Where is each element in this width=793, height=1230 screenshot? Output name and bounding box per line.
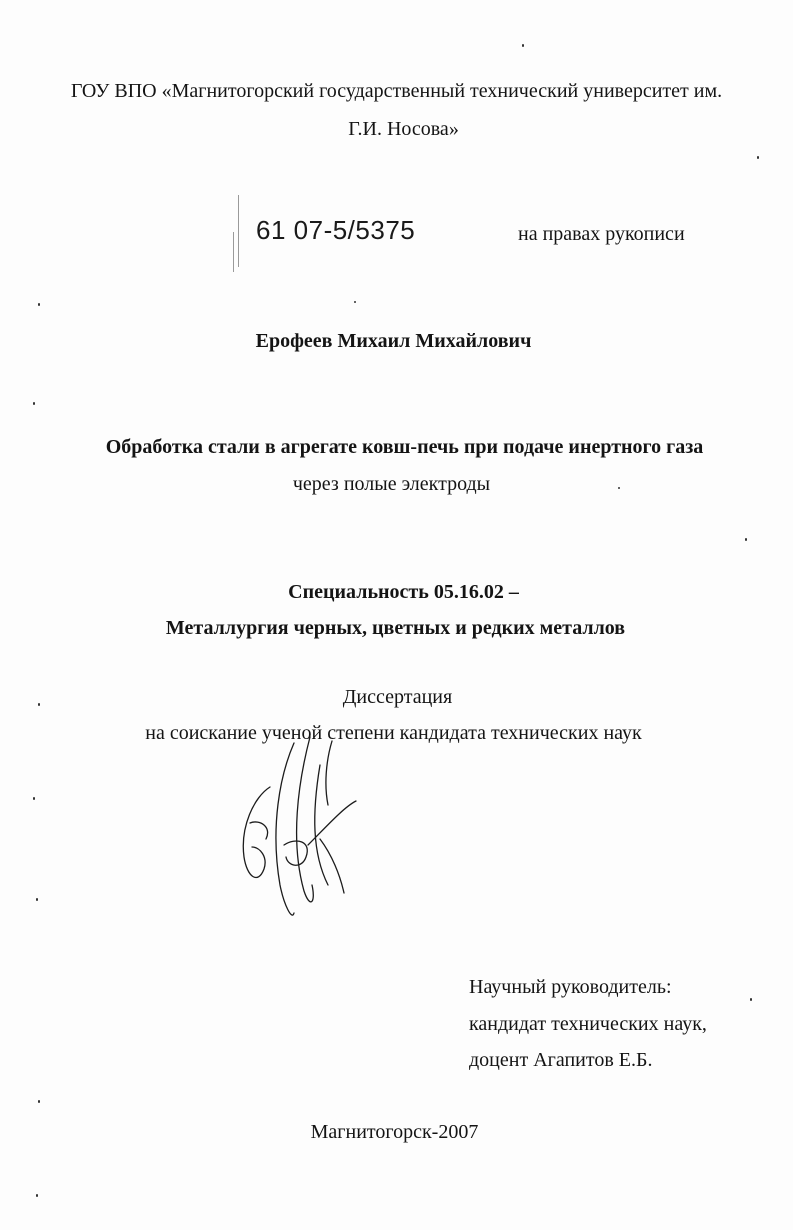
scan-speck [757,156,759,159]
scan-speck [36,898,38,901]
thesis-title-line-1: Обработка стали в агрегате ковш-печь при подаче инертного газа [105,436,704,458]
supervisor-degree: кандидат технических наук, [469,1013,707,1035]
registration-stamp: 61 07-5/5375 [256,215,416,245]
handwritten-signature [232,735,362,930]
supervisor-name: доцент Агапитов Е.Б. [469,1049,653,1071]
institution-line-1: ГОУ ВПО «Магнитогорский государственный технический университет им. [70,80,723,102]
scan-speck [522,44,524,47]
specialty-name: Металлургия черных, цветных и редких металлов [165,617,626,639]
degree-sought: на соискание ученой степени кандидата технических наук [145,722,642,744]
scan-speck [745,538,747,541]
scan-margin-line [233,232,234,272]
scan-speck [750,998,752,1001]
city-year: Магнитогорск-2007 [310,1121,479,1143]
scan-speck [36,1194,38,1197]
specialty-code: Специальность 05.16.02 – [288,581,519,603]
rights-note: на правах рукописи [518,223,685,245]
scan-speck [38,303,40,306]
scan-speck [33,797,35,800]
dissertation-type: Диссертация [342,686,453,708]
scan-margin-line [238,195,239,267]
scan-speck [33,402,35,405]
institution-line-2: Г.И. Носова» [348,118,459,140]
author-name: Ерофеев Михаил Михайлович [255,330,532,352]
scan-speck [38,1100,40,1103]
scan-speck [354,301,356,303]
thesis-title-line-2: через полые электроды [292,473,491,495]
supervisor-label: Научный руководитель: [469,976,672,998]
